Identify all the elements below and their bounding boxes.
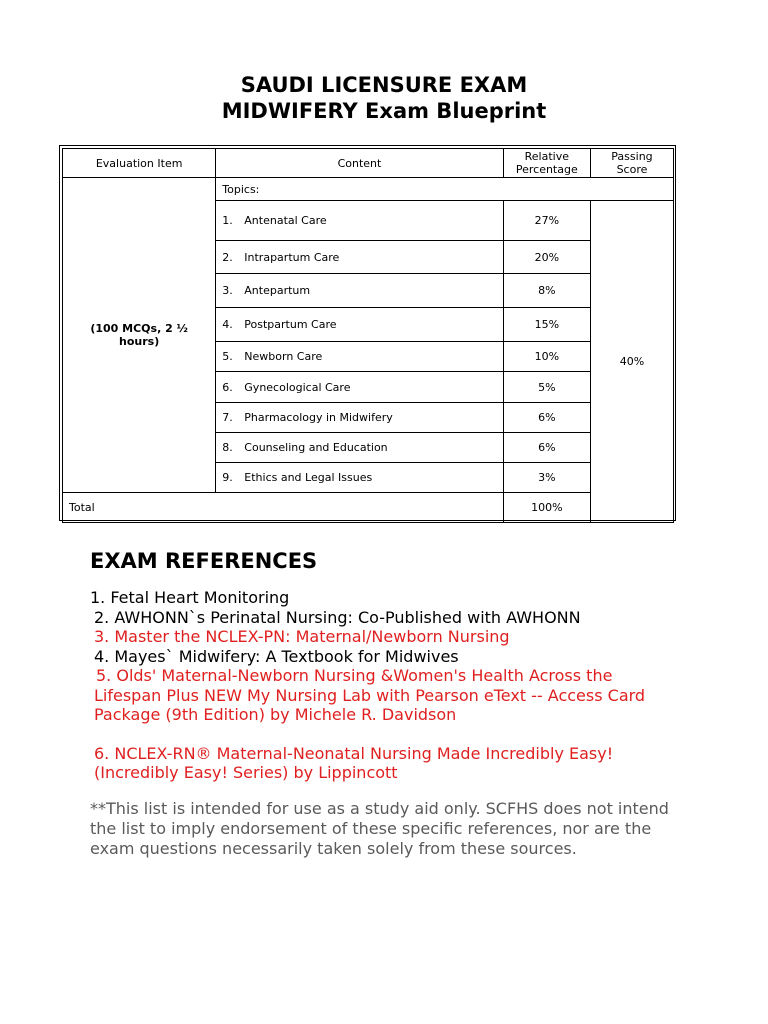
topics-label-row (63, 178, 674, 201)
header-relative-percentage: Relative Percentage (503, 149, 590, 178)
disclaimer-text: **This list is intended for use as a study aid only. SCFHS does not intend the list to imply endorsement of these specific references, nor are the exam questions necessarily taken solely from these sources. (90, 798, 669, 858)
topics-label: Topics: (216, 178, 674, 201)
topic-cell (216, 372, 503, 403)
document-title (0, 72, 768, 124)
evaluation-item-cell: (100 MCQs, 2 ½ hours) (63, 178, 216, 493)
title-line-2: MIDWIFERY Exam Blueprint (221, 99, 547, 123)
topic-name: Intrapartum Care (244, 250, 340, 264)
exam-references-section (90, 548, 690, 859)
topic-number: 5. (222, 350, 233, 363)
topic-percent: 27% (503, 201, 590, 241)
topic-name: Antenatal Care (244, 214, 327, 227)
topic-number: 2. (222, 250, 233, 264)
topic-name: Pharmacology in Midwifery (244, 411, 393, 424)
reference-item: 6. NCLEX-RN® Maternal-Neonatal Nursing Made Incredibly Easy! (Incredibly Easy! Series) by Lippincott (94, 743, 614, 782)
topic-name: Antepartum (244, 284, 311, 297)
topic-percent: 6% (503, 403, 590, 433)
topic-number: 4. (222, 318, 233, 331)
topic-cell (216, 201, 503, 241)
title-line-1: SAUDI LICENSURE EXAM (240, 73, 528, 97)
topic-name: Ethics and Legal Issues (244, 471, 373, 484)
topic-name: Gynecological Care (244, 380, 351, 394)
topic-number: 9. (222, 471, 233, 484)
topic-number: 1. (222, 214, 233, 227)
topic-percent: 20% (503, 241, 590, 274)
topic-percent: 10% (503, 342, 590, 372)
topic-cell (216, 241, 503, 274)
reference-item: 3. Master the NCLEX-PN: Maternal/Newborn Nursing (94, 627, 510, 646)
topic-percent: 6% (503, 433, 590, 463)
topic-percent: 3% (503, 463, 590, 493)
table-header-row (63, 149, 674, 178)
topic-cell (216, 403, 503, 433)
topic-cell (216, 274, 503, 308)
reference-item: 5. Olds' Maternal-Newborn Nursing &Women's Health Across the Lifespan Plus NEW My Nursing Lab with Pearson eText -- Access Card Package (9th Edition) by Michele R. Davidson (94, 666, 646, 724)
reference-item: 4. Mayes` Midwifery: A Textbook for Midwives (94, 646, 459, 666)
blueprint-table (62, 148, 674, 523)
topic-name: Counseling and Education (244, 441, 388, 454)
topic-cell (216, 308, 503, 342)
topic-percent: 8% (503, 274, 590, 308)
reference-spacer (90, 725, 690, 744)
topic-cell (216, 342, 503, 372)
references-heading: EXAM REFERENCES (90, 549, 318, 573)
total-row (63, 493, 674, 523)
topic-number: 7. (222, 411, 233, 424)
header-passing-score: Passing Score (590, 149, 673, 178)
total-label: Total (63, 493, 504, 523)
topic-cell (216, 433, 503, 463)
topic-name: Postpartum Care (244, 318, 337, 331)
header-content: Content (216, 149, 503, 178)
topic-number: 8. (222, 441, 233, 454)
reference-item: 1. Fetal Heart Monitoring (90, 588, 290, 607)
passing-score-cell: 40% (590, 201, 673, 523)
topic-number: 3. (222, 284, 233, 297)
topic-name: Newborn Care (244, 350, 323, 363)
topic-number: 6. (222, 380, 233, 394)
total-percent: 100% (503, 493, 590, 523)
header-evaluation-item: Evaluation Item (63, 149, 216, 178)
reference-item: 2. AWHONN`s Perinatal Nursing: Co-Published with AWHONN (94, 607, 581, 627)
topic-cell (216, 463, 503, 493)
topic-percent: 15% (503, 308, 590, 342)
topic-percent: 5% (503, 372, 590, 403)
